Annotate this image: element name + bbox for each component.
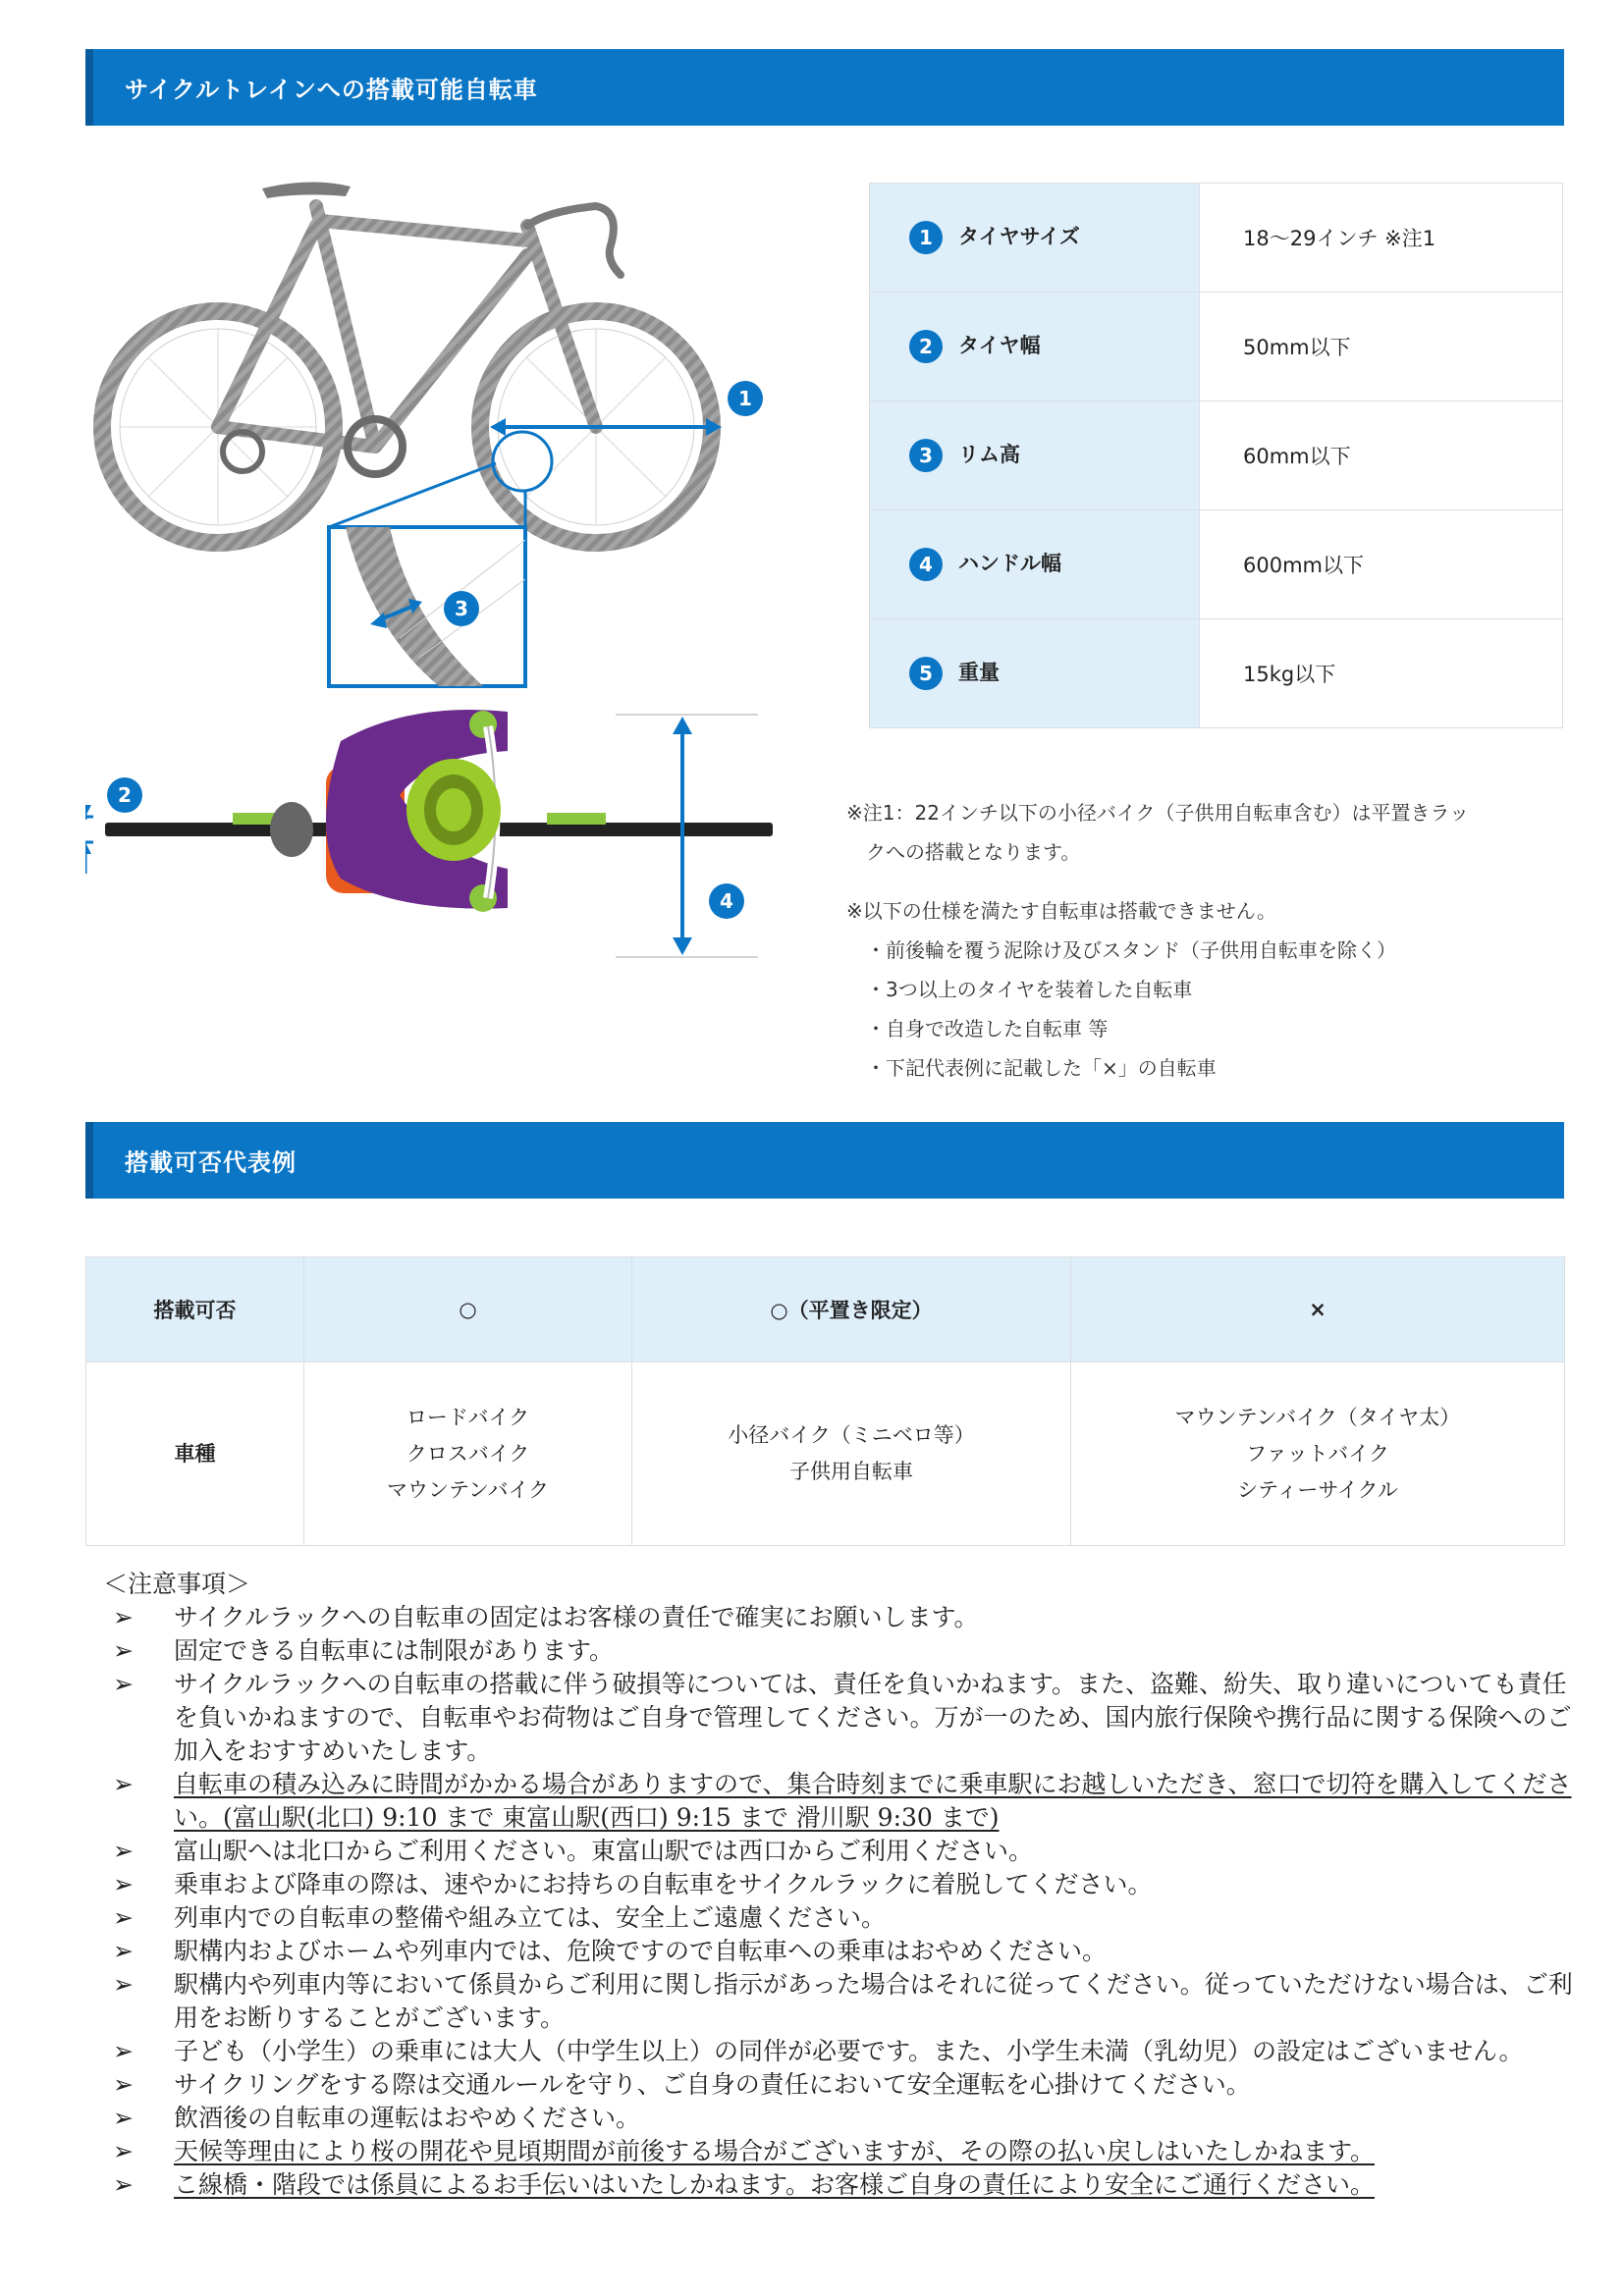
caution-text: 列車内での自転車の整備や組み立ては、安全上ご遠慮ください。 (174, 1903, 887, 1932)
spec-row (870, 510, 1563, 619)
caution-text: サイクルラックへの自転車の搭載に伴う破損等については、責任を負いかねます。また、盗難、紛失、取り違いについても責任を負いかねますので、自転車やお荷物はご自身で管理してください。万が一のため、国内旅行保険や携行品に関する保険へのご加入をおすすめいたします。 (174, 1670, 1572, 1765)
caution-heading: ＜注意事項＞ (103, 1570, 251, 1598)
marker-4: 4 (720, 889, 733, 913)
caution-item (103, 1634, 1576, 1668)
note-heading: ※以下の仕様を満たす自転車は搭載できません。 (846, 899, 1276, 923)
arrow-bullet-icon: ➢ (113, 1937, 134, 1965)
bicycle-top-icon (105, 710, 773, 912)
cell-line: 小径バイク（ミニベロ等） (728, 1423, 975, 1447)
cell-line: ロードバイク (406, 1405, 530, 1429)
spec-label: タイヤサイズ (958, 225, 1080, 248)
cell-line: マウンテンバイク (386, 1477, 550, 1502)
number-badge-icon: 2 (909, 330, 943, 363)
arrow-bullet-icon: ➢ (113, 2137, 134, 2165)
table-header-row (86, 1257, 1565, 1362)
caution-text: 固定できる自転車には制限があります。 (174, 1636, 615, 1665)
caution-list (103, 1601, 1576, 2202)
caution-text: こ線橋・階段では係員によるお手伝いはいたしかねます。お客様ご自身の責任により安全にご通行ください。 (174, 2170, 1376, 2199)
spec-label: リム高 (958, 443, 1020, 466)
arrow-bullet-icon: ➢ (113, 1636, 134, 1665)
marker-1: 1 (738, 387, 752, 410)
marker-2: 2 (118, 783, 132, 807)
cell-line: 子供用自転車 (789, 1460, 913, 1483)
note-item: ・3つ以上のタイヤを装着した自転車 (866, 978, 1193, 1001)
table-cell (304, 1362, 632, 1546)
spec-label: 重量 (958, 661, 1000, 684)
caution-item (103, 1668, 1576, 1768)
caution-item (103, 1901, 1576, 1935)
spec-value: 60mm以下 (1200, 401, 1563, 510)
arrow-bullet-icon: ➢ (113, 1603, 134, 1631)
spec-row (870, 293, 1563, 401)
row-label: 車種 (86, 1362, 304, 1546)
caution-item (103, 2035, 1576, 2068)
caution-text: 駅構内や列車内等において係員からご利用に関し指示があった場合はそれに従ってください。従っていただけない場合は、ご利用をお断りすることがございます。 (174, 1970, 1573, 2032)
arrow-bullet-icon: ➢ (113, 2037, 134, 2065)
caution-text: 飲酒後の自転車の運転はおやめください。 (174, 2104, 641, 2132)
cell-line: クロスバイク (406, 1441, 530, 1466)
number-badge-icon: 4 (909, 548, 943, 581)
caution-item (103, 1868, 1576, 1901)
table-row (86, 1362, 1565, 1546)
caution-text: 富山駅へは北口からご利用ください。東富山駅では西口からご利用ください。 (174, 1837, 1034, 1865)
caution-item (103, 1768, 1576, 1835)
cell-line: ファットバイク (1246, 1441, 1389, 1466)
note-item: ・自身で改造した自転車 等 (866, 1017, 1109, 1041)
marker-3: 3 (455, 597, 468, 620)
table-cell (1071, 1362, 1565, 1546)
cell-line: マウンテンバイク（タイヤ太） (1174, 1405, 1461, 1429)
section-title: 搭載可否代表例 (125, 1148, 297, 1177)
caution-item (103, 2168, 1576, 2202)
arrow-bullet-icon: ➢ (113, 1970, 134, 1999)
number-badge-icon: 3 (909, 439, 943, 472)
number-badge-icon: 5 (909, 657, 943, 690)
spec-row (870, 619, 1563, 728)
header-cell: ○（平置き限定） (632, 1257, 1071, 1362)
note-item: ・下記代表例に記載した「×」の自転車 (866, 1056, 1217, 1080)
arrow-bullet-icon: ➢ (113, 2170, 134, 2199)
caution-text: 子ども（小学生）の乗車には大人（中学生以上）の同伴が必要です。また、小学生未満（乳幼児）の設定はございません。 (174, 2037, 1524, 2065)
spec-value: 18〜29インチ ※注1 (1200, 184, 1563, 293)
table-cell (632, 1362, 1071, 1546)
section-header-band (85, 1122, 1564, 1199)
arrow-bullet-icon: ➢ (113, 2104, 134, 2132)
header-cell: × (1071, 1257, 1565, 1362)
note-text: クへの搭載となります。 (866, 840, 1081, 864)
spec-label: タイヤ幅 (958, 334, 1041, 357)
arrow-bullet-icon: ➢ (113, 1903, 134, 1932)
number-badge-icon: 1 (909, 221, 943, 254)
caution-text: サイクリングをする際は交通ルールを守り、ご自身の責任において安全運転を心掛けてください。 (174, 2070, 1251, 2099)
arrow-bullet-icon: ➢ (113, 2070, 134, 2099)
caution-text: 乗車および降車の際は、速やかにお持ちの自転車をサイクルラックに着脱してください。 (174, 1870, 1153, 1898)
caution-text: サイクルラックへの自転車の固定はお客様の責任で確実にお願いします。 (174, 1603, 979, 1631)
arrow-bullet-icon: ➢ (113, 1837, 134, 1865)
spec-row (870, 401, 1563, 510)
caution-item (103, 2135, 1576, 2168)
caution-item (103, 1835, 1576, 1868)
arrow-bullet-icon: ➢ (113, 1670, 134, 1698)
caution-text: 駅構内およびホームや列車内では、危険ですので自転車への乗車はおやめください。 (174, 1937, 1108, 1965)
cell-line: シティーサイクル (1237, 1477, 1398, 1502)
caution-text: 天候等理由により桜の開花や見頃期間が前後する場合がございますが、その際の払い戻しはいたしかねます。 (174, 2137, 1376, 2165)
spec-value: 15kg以下 (1200, 619, 1563, 728)
caution-item (103, 1935, 1576, 1968)
comparison-table (85, 1256, 1565, 1546)
caution-item (103, 1601, 1576, 1634)
caution-text: 自転車の積み込みに時間がかかる場合がありますので、集合時刻までに乗車駅にお越しいただき、窓口で切符を購入してください。(富山駅(北口) 9:10 まで 東富山駅(西口) 9:15 まで 滑川駅 9:30 まで) (174, 1770, 1572, 1832)
section-header-band (85, 49, 1564, 126)
arrow-bullet-icon: ➢ (113, 1770, 134, 1798)
note-text: ※注1：22インチ以下の小径バイク（子供用自転車含む）は平置きラッ (846, 801, 1470, 825)
section-title: サイクルトレインへの搭載可能自転車 (125, 76, 538, 104)
header-cell: ○ (304, 1257, 632, 1362)
caution-item (103, 1968, 1576, 2035)
caution-item (103, 2102, 1576, 2135)
header-cell: 搭載可否 (86, 1257, 304, 1362)
bicycle-illustration (85, 167, 792, 972)
arrow-bullet-icon: ➢ (113, 1870, 134, 1898)
caution-item (103, 2068, 1576, 2102)
bicycle-side-icon (102, 182, 722, 543)
spec-value: 50mm以下 (1200, 293, 1563, 401)
caution-section (103, 1568, 1576, 2202)
note-item: ・前後輪を覆う泥除け及びスタンド（子供用自転車を除く） (866, 938, 1396, 962)
spec-value: 600mm以下 (1200, 510, 1563, 619)
spec-notes (846, 793, 1573, 1088)
spec-row (870, 184, 1563, 293)
spec-table (869, 183, 1563, 728)
spec-label: ハンドル幅 (958, 552, 1061, 575)
